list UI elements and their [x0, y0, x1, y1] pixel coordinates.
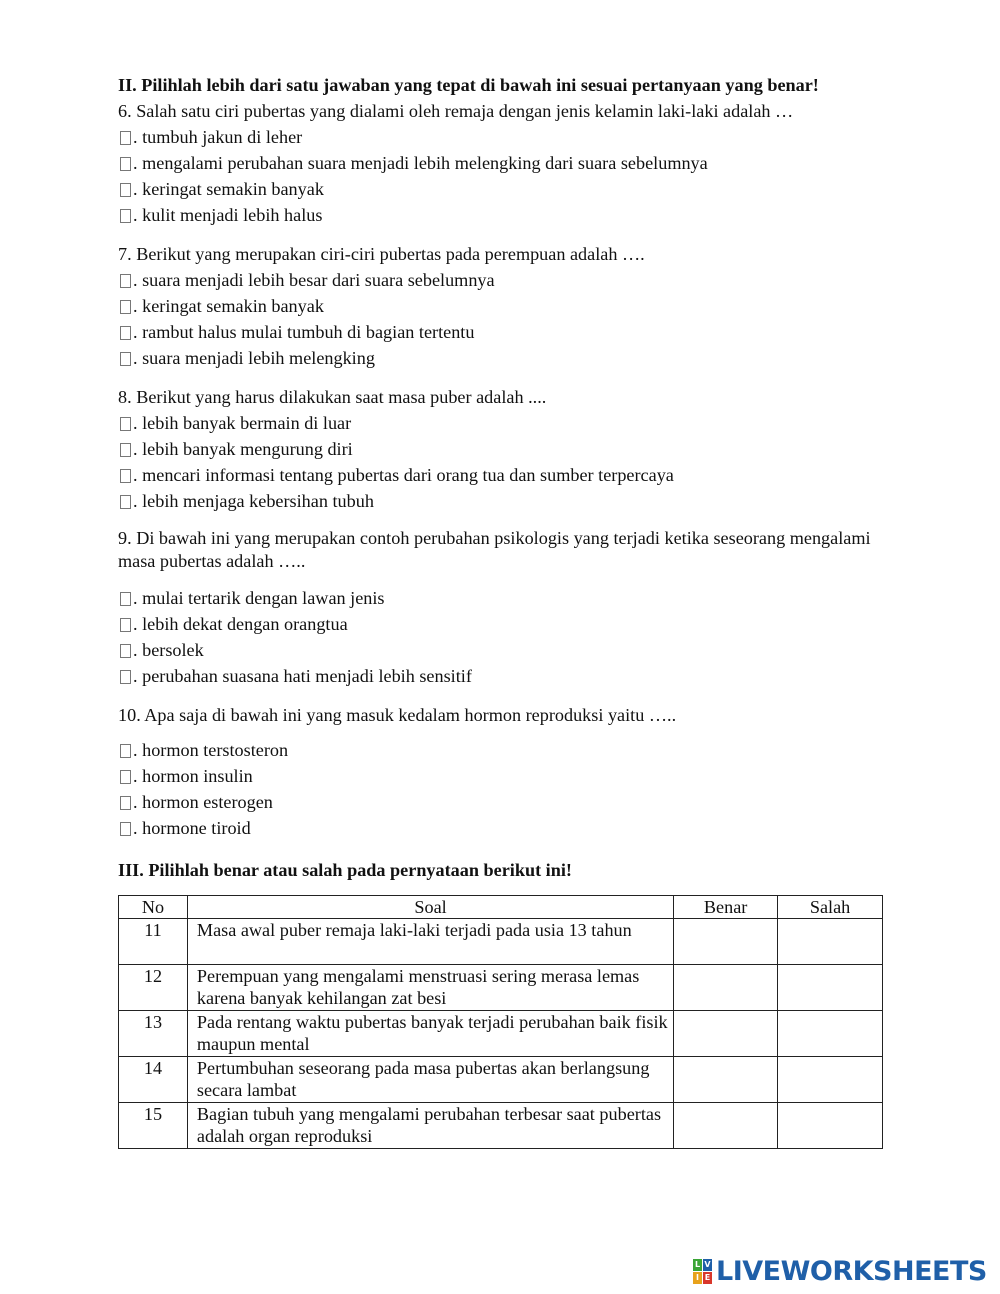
- option-item[interactable]: [118, 737, 888, 763]
- benar-cell[interactable]: [674, 1011, 778, 1057]
- option-item[interactable]: [118, 663, 888, 689]
- section-3-heading: III. Pilihlah benar atau salah pada pernyataan berikut ini!: [118, 860, 572, 880]
- checkbox-icon[interactable]: [120, 744, 131, 758]
- options-list: [118, 267, 888, 371]
- row-number: 15: [119, 1103, 188, 1149]
- option-item[interactable]: [118, 410, 888, 436]
- salah-cell[interactable]: [778, 1057, 883, 1103]
- option-label: . keringat semakin banyak: [133, 179, 324, 199]
- option-item[interactable]: [118, 637, 888, 663]
- benar-cell[interactable]: [674, 965, 778, 1011]
- row-number: 13: [119, 1011, 188, 1057]
- option-item[interactable]: [118, 436, 888, 462]
- checkbox-icon[interactable]: [120, 469, 131, 483]
- checkbox-icon[interactable]: [120, 274, 131, 288]
- worksheet-page: [118, 72, 888, 1149]
- question-7: [118, 241, 888, 371]
- option-label: . mulai tertarik dengan lawan jenis: [133, 588, 385, 608]
- option-label: . lebih banyak bermain di luar: [133, 413, 352, 433]
- option-label: . hormon esterogen: [133, 792, 273, 812]
- option-item[interactable]: [118, 488, 888, 514]
- question-10: [118, 702, 888, 841]
- checkbox-icon[interactable]: [120, 326, 131, 340]
- question-8: [118, 384, 888, 514]
- column-header-salah: Salah: [778, 896, 883, 919]
- option-label: . rambut halus mulai tumbuh di bagian tertentu: [133, 322, 475, 342]
- salah-cell[interactable]: [778, 1103, 883, 1149]
- option-item[interactable]: [118, 124, 888, 150]
- options-list: [118, 585, 888, 689]
- option-item[interactable]: [118, 267, 888, 293]
- benar-cell[interactable]: [674, 1103, 778, 1149]
- option-label: . mencari informasi tentang pubertas dari orang tua dan sumber terpercaya: [133, 465, 674, 485]
- table-row: [119, 919, 883, 965]
- checkbox-icon[interactable]: [120, 592, 131, 606]
- option-label: . suara menjadi lebih melengking: [133, 348, 375, 368]
- benar-cell[interactable]: [674, 919, 778, 965]
- option-label: . lebih menjaga kebersihan tubuh: [133, 491, 374, 511]
- row-statement: Perempuan yang mengalami menstruasi sering merasa lemas karena banyak kehilangan zat besi: [187, 965, 673, 1011]
- salah-cell[interactable]: [778, 1011, 883, 1057]
- true-false-table: [118, 895, 883, 1149]
- checkbox-icon[interactable]: [120, 770, 131, 784]
- column-header-soal: Soal: [187, 896, 673, 919]
- option-label: . lebih dekat dengan orangtua: [133, 614, 348, 634]
- row-statement: Bagian tubuh yang mengalami perubahan terbesar saat pubertas adalah organ reproduksi: [187, 1103, 673, 1149]
- option-item[interactable]: [118, 789, 888, 815]
- checkbox-icon[interactable]: [120, 300, 131, 314]
- question-text: 8. Berikut yang harus dilakukan saat masa puber adalah ....: [118, 387, 547, 407]
- option-item[interactable]: [118, 293, 888, 319]
- checkbox-icon[interactable]: [120, 443, 131, 457]
- checkbox-icon[interactable]: [120, 618, 131, 632]
- option-label: . perubahan suasana hati menjadi lebih sensitif: [133, 666, 472, 686]
- options-list: [118, 410, 888, 514]
- option-label: . bersolek: [133, 640, 204, 660]
- checkbox-icon[interactable]: [120, 644, 131, 658]
- option-label: . mengalami perubahan suara menjadi lebih melengking dari suara sebelumnya: [133, 153, 708, 173]
- liveworksheets-logo: [693, 1256, 987, 1287]
- option-item[interactable]: [118, 319, 888, 345]
- checkbox-icon[interactable]: [120, 209, 131, 223]
- question-text: 10. Apa saja di bawah ini yang masuk kedalam hormon reproduksi yaitu …..: [118, 705, 677, 725]
- option-label: . hormon insulin: [133, 766, 253, 786]
- checkbox-icon[interactable]: [120, 131, 131, 145]
- option-item[interactable]: [118, 202, 888, 228]
- option-label: . lebih banyak mengurung diri: [133, 439, 353, 459]
- row-number: 12: [119, 965, 188, 1011]
- option-item[interactable]: [118, 763, 888, 789]
- checkbox-icon[interactable]: [120, 183, 131, 197]
- section-2-heading: II. Pilihlah lebih dari satu jawaban yang tepat di bawah ini sesuai pertanyaan yang benar!: [118, 75, 819, 95]
- row-number: 11: [119, 919, 188, 965]
- checkbox-icon[interactable]: [120, 796, 131, 810]
- option-item[interactable]: [118, 815, 888, 841]
- question-text: 7. Berikut yang merupakan ciri-ciri pubertas pada perempuan adalah ….: [118, 244, 645, 264]
- logo-icon: L V I E: [694, 1260, 711, 1282]
- logo-text: LIVEWORKSHEETS: [716, 1256, 987, 1287]
- benar-cell[interactable]: [674, 1057, 778, 1103]
- option-label: . keringat semakin banyak: [133, 296, 324, 316]
- question-text: 9. Di bawah ini yang merupakan contoh perubahan psikologis yang terjadi ketika seseorang mengalami masa pubertas adalah …..: [118, 528, 871, 571]
- table-row: [119, 1057, 883, 1103]
- column-header-no: No: [119, 896, 188, 919]
- checkbox-icon[interactable]: [120, 352, 131, 366]
- option-label: . suara menjadi lebih besar dari suara sebelumnya: [133, 270, 495, 290]
- question-6: [118, 98, 888, 228]
- checkbox-icon[interactable]: [120, 495, 131, 509]
- checkbox-icon[interactable]: [120, 670, 131, 684]
- row-number: 14: [119, 1057, 188, 1103]
- option-label: . hormone tiroid: [133, 818, 251, 838]
- salah-cell[interactable]: [778, 965, 883, 1011]
- column-header-benar: Benar: [674, 896, 778, 919]
- question-9: [118, 527, 888, 689]
- option-item[interactable]: [118, 150, 888, 176]
- options-list: [118, 737, 888, 841]
- row-statement: Masa awal puber remaja laki-laki terjadi pada usia 13 tahun: [187, 919, 673, 965]
- options-list: [118, 124, 888, 228]
- option-item[interactable]: [118, 462, 888, 488]
- table-row: [119, 965, 883, 1011]
- checkbox-icon[interactable]: [120, 822, 131, 836]
- option-item[interactable]: [118, 176, 888, 202]
- question-text: 6. Salah satu ciri pubertas yang dialami oleh remaja dengan jenis kelamin laki-laki adalah …: [118, 101, 794, 121]
- option-label: . tumbuh jakun di leher: [133, 127, 303, 147]
- row-statement: Pada rentang waktu pubertas banyak terjadi perubahan baik fisik maupun mental: [187, 1011, 673, 1057]
- salah-cell[interactable]: [778, 919, 883, 965]
- option-item[interactable]: [118, 585, 888, 611]
- option-label: . kulit menjadi lebih halus: [133, 205, 323, 225]
- option-label: . hormon terstosteron: [133, 740, 289, 760]
- table-row: [119, 1011, 883, 1057]
- checkbox-icon[interactable]: [120, 157, 131, 171]
- checkbox-icon[interactable]: [120, 417, 131, 431]
- table-row: [119, 1103, 883, 1149]
- table-header-row: [119, 896, 883, 919]
- option-item[interactable]: [118, 611, 888, 637]
- row-statement: Pertumbuhan seseorang pada masa pubertas akan berlangsung secara lambat: [187, 1057, 673, 1103]
- option-item[interactable]: [118, 345, 888, 371]
